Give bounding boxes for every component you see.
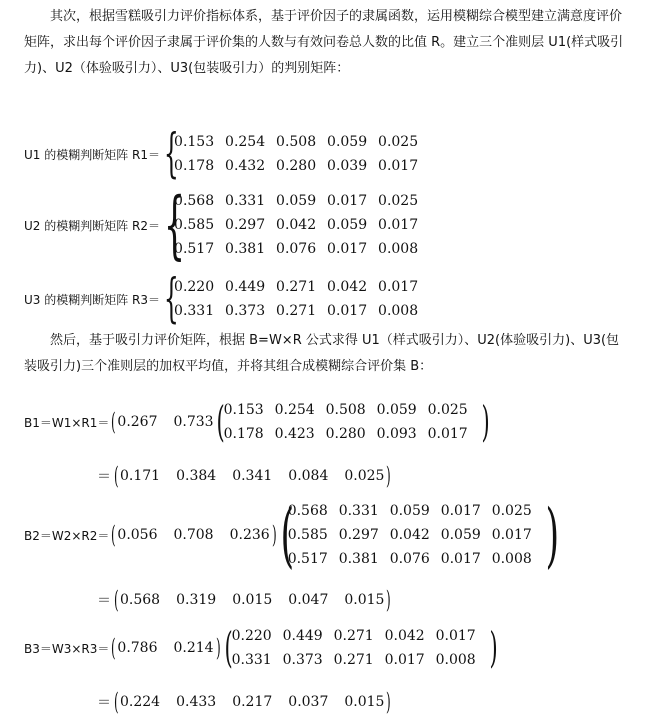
matrix bbox=[174, 275, 429, 323]
weight-vector bbox=[117, 414, 213, 430]
matrix-row bbox=[224, 398, 479, 422]
matrix-cell: 0.423 bbox=[274, 426, 315, 442]
matrix-cell: 0.280 bbox=[325, 426, 366, 442]
matrix-cell: 0.449 bbox=[282, 628, 323, 644]
result-vector bbox=[120, 592, 384, 608]
vector-value: 0.433 bbox=[176, 694, 217, 710]
matrix-cell: 0.059 bbox=[276, 193, 317, 209]
b3-result: ＝ ( 0.224 0.433 0.217 0.037 0.015 ) bbox=[97, 688, 392, 716]
matrix-cell: 0.017 bbox=[327, 241, 368, 257]
matrix-row bbox=[288, 547, 543, 571]
matrix-cell: 0.585 bbox=[174, 217, 215, 233]
b3-label: B3＝W3×R3＝ bbox=[24, 641, 110, 656]
matrix-cell: 0.373 bbox=[282, 652, 323, 668]
matrix-row bbox=[232, 648, 487, 672]
matrix-cell: 0.331 bbox=[174, 303, 215, 319]
vector-value: 0.047 bbox=[288, 592, 329, 608]
matrix-cell: 0.008 bbox=[491, 551, 532, 567]
middle-paragraph: 然后，基于吸引力评价矩阵，根据 B=W×R 公式求得 U1（样式吸引力）、U2(体验吸引力)、U3(包装吸引力)三个准则层的加权平均值，并将其组合成模糊综合评价集 B： bbox=[24, 333, 620, 374]
matrix-cell: 0.373 bbox=[225, 303, 266, 319]
vector-value: 0.037 bbox=[288, 694, 329, 710]
matrix-cell: 0.042 bbox=[384, 628, 425, 644]
matrix-cell: 0.220 bbox=[174, 279, 215, 295]
vector-value: 0.236 bbox=[229, 527, 270, 543]
matrix-cell: 0.271 bbox=[276, 279, 317, 295]
u2-matrix-label: U2 的模糊判断矩阵 R2＝ bbox=[24, 218, 161, 233]
matrix-cell: 0.381 bbox=[225, 241, 266, 257]
vector-value: 0.015 bbox=[232, 592, 273, 608]
open-paren: ( bbox=[280, 494, 294, 576]
matrix-cell: 0.271 bbox=[333, 628, 374, 644]
matrix-cell: 0.254 bbox=[225, 134, 266, 150]
matrix-cell: 0.017 bbox=[435, 628, 476, 644]
matrix-row bbox=[224, 422, 479, 446]
matrix-cell: 0.331 bbox=[225, 193, 266, 209]
matrix-cell: 0.039 bbox=[327, 158, 368, 174]
vector-value: 0.084 bbox=[288, 468, 329, 484]
close-paren: ) bbox=[545, 494, 559, 576]
matrix-cell: 0.017 bbox=[378, 158, 419, 174]
matrix-cell: 0.381 bbox=[338, 551, 379, 567]
vector-value: 0.568 bbox=[120, 592, 161, 608]
vector-value: 0.224 bbox=[120, 694, 161, 710]
vector-value: 0.341 bbox=[232, 468, 273, 484]
weight-vector bbox=[117, 527, 269, 543]
matrix-row bbox=[288, 499, 543, 523]
b1-label: B1＝W1×R1＝ bbox=[24, 415, 110, 430]
vector-value: 0.171 bbox=[120, 468, 161, 484]
intro-paragraph: 其次，根据雪糕吸引力评价指标体系，基于评价因子的隶属函数，运用模糊综合模型建立满意度评价矩阵，求出每个评价因子隶属于评价集的人数与有效问卷总人数的比值 R。建立三个准则层 U1(样式吸引力)、U2（体验吸引力）、U3(包装吸引力）的判别矩阵： bbox=[24, 9, 624, 76]
open-paren: ( bbox=[224, 623, 233, 672]
matrix-cell: 0.025 bbox=[378, 134, 419, 150]
matrix-cell: 0.017 bbox=[491, 527, 532, 543]
vector-value: 0.214 bbox=[173, 640, 214, 656]
matrix-cell: 0.059 bbox=[327, 134, 368, 150]
matrix-cell: 0.585 bbox=[287, 527, 328, 543]
left-brace: { bbox=[163, 182, 186, 268]
matrix-row bbox=[174, 275, 429, 299]
u1-matrix-label: U1 的模糊判断矩阵 R1＝ bbox=[24, 147, 161, 162]
matrix-cell: 0.517 bbox=[287, 551, 328, 567]
matrix-cell: 0.220 bbox=[231, 628, 272, 644]
matrix bbox=[224, 398, 479, 446]
matrix-cell: 0.568 bbox=[287, 503, 328, 519]
matrix-row bbox=[232, 624, 487, 648]
b1-equation: B1＝W1×R1＝ ( 0.267 0.733 ( 0.153 0.254 0.508 0.059 0.025 0.178 0.423 0.280 0.093 0.017 ) bbox=[24, 397, 490, 446]
matrix-cell: 0.271 bbox=[276, 303, 317, 319]
b2-label: B2＝W2×R2＝ bbox=[24, 528, 110, 543]
matrix-cell: 0.025 bbox=[491, 503, 532, 519]
matrix-row bbox=[174, 154, 429, 178]
matrix-cell: 0.017 bbox=[440, 551, 481, 567]
result-vector bbox=[120, 468, 384, 484]
matrix-row bbox=[174, 189, 429, 213]
matrix-cell: 0.280 bbox=[276, 158, 317, 174]
matrix-cell: 0.093 bbox=[376, 426, 417, 442]
matrix-cell: 0.297 bbox=[338, 527, 379, 543]
b3-equation: B3＝W3×R3＝ ( 0.786 0.214 ) ( 0.220 0.449 0.271 0.042 0.017 0.331 0.373 0.271 0.017 0.008 ) bbox=[24, 623, 498, 672]
vector-value: 0.786 bbox=[117, 640, 158, 656]
matrix-cell: 0.025 bbox=[378, 193, 419, 209]
vector-value: 0.267 bbox=[117, 414, 158, 430]
u1-judgment-matrix bbox=[24, 124, 429, 184]
result-vector bbox=[120, 694, 384, 710]
matrix bbox=[174, 130, 429, 178]
matrix-cell: 0.017 bbox=[378, 217, 419, 233]
close-paren: ) bbox=[481, 397, 490, 446]
matrix-cell: 0.017 bbox=[384, 652, 425, 668]
u2-judgment-matrix bbox=[24, 182, 429, 268]
vector-value: 0.025 bbox=[344, 468, 385, 484]
matrix-cell: 0.008 bbox=[378, 241, 419, 257]
vector-value: 0.384 bbox=[176, 468, 217, 484]
matrix-cell: 0.331 bbox=[338, 503, 379, 519]
matrix-cell: 0.076 bbox=[276, 241, 317, 257]
matrix-cell: 0.076 bbox=[389, 551, 430, 567]
matrix-cell: 0.042 bbox=[389, 527, 430, 543]
matrix-cell: 0.059 bbox=[376, 402, 417, 418]
matrix-row bbox=[174, 213, 429, 237]
matrix-cell: 0.178 bbox=[174, 158, 215, 174]
matrix-row bbox=[174, 299, 429, 323]
vector-value: 0.733 bbox=[173, 414, 214, 430]
vector-value: 0.015 bbox=[344, 694, 385, 710]
b2-result: ＝ ( 0.568 0.319 0.015 0.047 0.015 ) bbox=[97, 586, 392, 614]
matrix-cell: 0.017 bbox=[327, 303, 368, 319]
matrix-cell: 0.017 bbox=[440, 503, 481, 519]
matrix-cell: 0.059 bbox=[389, 503, 430, 519]
matrix-cell: 0.271 bbox=[333, 652, 374, 668]
close-paren: ) bbox=[489, 623, 498, 672]
matrix-cell: 0.153 bbox=[174, 134, 215, 150]
matrix-row bbox=[288, 523, 543, 547]
matrix-cell: 0.008 bbox=[378, 303, 419, 319]
left-brace: { bbox=[163, 124, 179, 184]
vector-value: 0.217 bbox=[232, 694, 273, 710]
matrix-cell: 0.153 bbox=[223, 402, 264, 418]
matrix-cell: 0.449 bbox=[225, 279, 266, 295]
matrix-cell: 0.297 bbox=[225, 217, 266, 233]
matrix-cell: 0.017 bbox=[378, 279, 419, 295]
matrix-cell: 0.517 bbox=[174, 241, 215, 257]
vector-value: 0.708 bbox=[173, 527, 214, 543]
matrix-cell: 0.331 bbox=[231, 652, 272, 668]
matrix-cell: 0.059 bbox=[327, 217, 368, 233]
matrix bbox=[174, 189, 429, 261]
matrix-cell: 0.432 bbox=[225, 158, 266, 174]
matrix-cell: 0.178 bbox=[223, 426, 264, 442]
u3-matrix-label: U3 的模糊判断矩阵 R3＝ bbox=[24, 292, 161, 307]
open-paren: ( bbox=[216, 397, 225, 446]
matrix-cell: 0.017 bbox=[427, 426, 468, 442]
matrix-cell: 0.042 bbox=[327, 279, 368, 295]
b2-equation: B2＝W2×R2＝ ( 0.056 0.708 0.236 ) ( 0.568 0.331 0.059 0.017 0.025 0.585 0.297 0.042 0.059 0.017 0.517 0.381 0.076 0.017 0.008 ) bbox=[24, 494, 559, 576]
u3-judgment-matrix bbox=[24, 269, 429, 329]
matrix-cell: 0.508 bbox=[276, 134, 317, 150]
vector-value: 0.056 bbox=[117, 527, 158, 543]
matrix-row bbox=[174, 237, 429, 261]
matrix-cell: 0.568 bbox=[174, 193, 215, 209]
vector-value: 0.015 bbox=[344, 592, 385, 608]
matrix bbox=[232, 624, 487, 672]
b1-result: ＝ ( 0.171 0.384 0.341 0.084 0.025 ) bbox=[97, 462, 392, 490]
matrix bbox=[288, 499, 543, 571]
matrix-cell: 0.059 bbox=[440, 527, 481, 543]
vector-value: 0.319 bbox=[176, 592, 217, 608]
matrix-cell: 0.254 bbox=[274, 402, 315, 418]
weight-vector bbox=[117, 640, 213, 656]
matrix-cell: 0.508 bbox=[325, 402, 366, 418]
left-brace: { bbox=[163, 269, 179, 329]
matrix-cell: 0.008 bbox=[435, 652, 476, 668]
matrix-cell: 0.025 bbox=[427, 402, 468, 418]
matrix-row bbox=[174, 130, 429, 154]
matrix-cell: 0.042 bbox=[276, 217, 317, 233]
matrix-cell: 0.017 bbox=[327, 193, 368, 209]
